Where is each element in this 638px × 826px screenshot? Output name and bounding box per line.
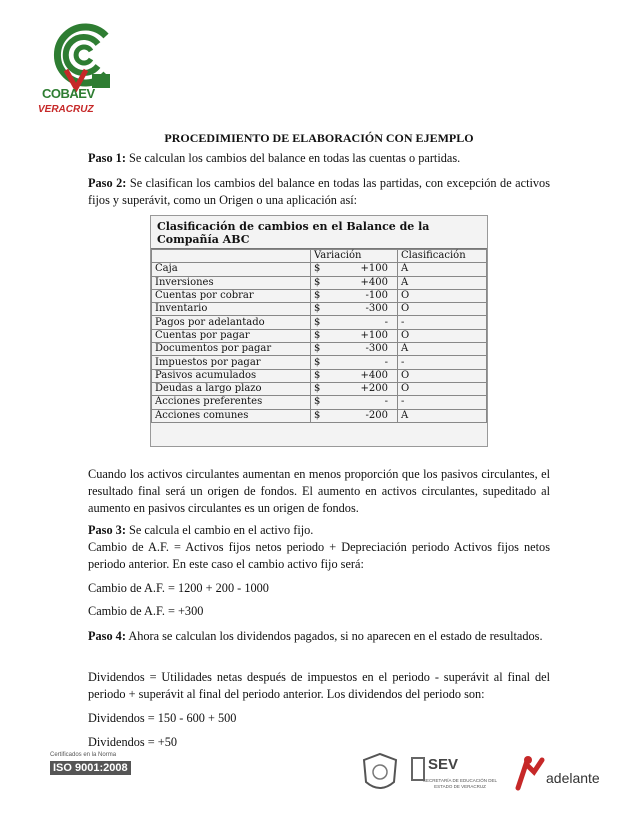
table-row [152,369,487,382]
sev-logo [408,752,498,792]
cell-cuenta: Cuentas por pagar [152,329,311,342]
paso-3 [88,522,550,539]
sev-name: SEV [428,756,459,773]
cell-amount: -300 [365,343,388,355]
cell-amount: +400 [360,369,388,381]
table-row [152,303,487,316]
paso-2-text: Se clasifican los cambios del balance en todas las partidas, con excepción de activos fijos y superávit, como un Origen o una aplicación así: [88,176,550,207]
cell-currency: $ [314,383,321,395]
iso-top-text: Certificados en la Norma [50,752,117,758]
table-row [152,289,487,302]
paso-4-text: Ahora se calculan los dividendos pagados, si no aparecen en el estado de resultados. [125,629,543,643]
cell-currency: $ [314,276,321,288]
paso-3-label: Paso 3: [88,523,126,537]
cell-amount: +400 [360,276,388,288]
cell-clasificacion: A [398,343,487,356]
cell-variacion [311,409,398,422]
paso-1-text: Se calculan los cambios del balance en todas las cuentas o partidas. [125,151,461,165]
page-title: PROCEDIMIENTO DE ELABORACIÓN CON EJEMPLO [164,131,474,145]
cell-cuenta: Pasivos acumulados [152,369,311,382]
cell-currency: $ [314,356,321,368]
adelante-figure-icon [512,754,546,794]
cell-clasificacion: - [398,316,487,329]
sev-sub: SECRETARÍA DE EDUCACIÓN DEL ESTADO DE VERACRUZ [423,778,497,789]
adelante-text: adelante [546,770,600,786]
cell-variacion [311,369,398,382]
para-cuando: Cuando los activos circulantes aumentan en menos proporción que los pasivos circulantes, el resultado final será un origen de fondos. El aumento en activos circulantes, supeditado al aumento en pasivos circulantes es un origen de fondos. [88,467,550,515]
div-calc: Dividendos = 150 - 600 + 500 [88,711,237,725]
paso-2 [88,175,550,209]
col-variacion: Variación [311,250,398,263]
cell-cuenta: Deudas a largo plazo [152,382,311,395]
cell-currency: $ [314,369,321,381]
table-grid [151,249,487,423]
table-row [152,343,487,356]
cell-cuenta: Pagos por adelantado [152,316,311,329]
table-row [152,382,487,395]
cell-cuenta: Impuestos por pagar [152,356,311,369]
cell-cuenta: Inventario [152,303,311,316]
cell-clasificacion: O [398,329,487,342]
cell-clasificacion: A [398,263,487,276]
cell-variacion [311,356,398,369]
paso-1-label: Paso 1: [88,151,126,165]
table-row [152,263,487,276]
cell-cuenta: Acciones preferentes [152,396,311,409]
table-row [152,316,487,329]
iso-main-text: ISO 9001:2008 [50,761,131,775]
paso-1 [88,150,550,167]
cell-amount: -100 [365,290,388,302]
cambio-def: Cambio de A.F. = Activos fijos netos periodo + Depreciación periodo Activos fijos netos periodo anterior. En este caso el cambio activo fijo será: [88,540,550,571]
table-row [152,276,487,289]
cell-currency: $ [314,303,321,315]
cell-clasificacion: O [398,289,487,302]
cell-variacion [311,303,398,316]
cambio-calc: Cambio de A.F. = 1200 + 200 - 1000 [88,581,269,595]
cell-cuenta: Cuentas por cobrar [152,289,311,302]
cell-variacion [311,382,398,395]
cell-currency: $ [314,316,321,328]
cell-variacion [311,289,398,302]
cell-variacion [311,329,398,342]
table-row [152,329,487,342]
clasificacion-table [150,215,488,447]
paso-4 [88,628,550,645]
cell-clasificacion: - [398,356,487,369]
logo-name: COBAEV [42,86,95,101]
logo-sub: VERACRUZ [38,104,94,115]
cell-variacion [311,343,398,356]
cell-currency: $ [314,290,321,302]
cell-clasificacion: A [398,409,487,422]
cell-cuenta: Caja [152,263,311,276]
div-res: Dividendos = +50 [88,735,178,749]
cell-clasificacion: A [398,276,487,289]
div-def: Dividendos = Utilidades netas después de impuestos en el periodo - superávit al final del periodo + superávit al final del periodo anterior. Los dividendos del periodo son: [88,670,550,701]
cell-cuenta: Acciones comunes [152,409,311,422]
veracruz-seal [360,752,400,796]
paso-3-text: Se calcula el cambio en el activo fijo. [125,523,314,537]
table-row [152,396,487,409]
table-row [152,356,487,369]
cell-currency: $ [314,409,321,421]
adelante-logo [512,752,612,796]
paso-4-label: Paso 4: [88,629,126,643]
cell-variacion [311,263,398,276]
cell-variacion [311,316,398,329]
cell-amount: +100 [360,329,388,341]
cell-amount: - [384,316,388,328]
cell-amount: +200 [360,383,388,395]
cell-amount: - [384,356,388,368]
cell-amount: -300 [365,303,388,315]
cell-clasificacion: - [398,396,487,409]
cell-cuenta: Documentos por pagar [152,343,311,356]
cell-amount: -200 [365,409,388,421]
cell-currency: $ [314,263,321,275]
cell-clasificacion: O [398,303,487,316]
cobaev-emblem-icon [36,22,132,92]
cell-currency: $ [314,343,321,355]
cell-variacion [311,276,398,289]
table-row [152,409,487,422]
cell-currency: $ [314,329,321,341]
table-title: Clasificación de cambios en el Balance de la Compañía ABC [151,216,487,249]
cell-amount: - [384,396,388,408]
paso-2-label: Paso 2: [88,176,127,190]
cell-clasificacion: O [398,369,487,382]
cell-variacion [311,396,398,409]
col-clasificacion: Clasificación [398,250,487,263]
cell-currency: $ [314,396,321,408]
table-header-row [152,250,487,263]
cell-cuenta: Inversiones [152,276,311,289]
cell-amount: +100 [360,263,388,275]
coat-of-arms-icon [360,752,400,796]
cell-clasificacion: O [398,382,487,395]
cambio-res: Cambio de A.F. = +300 [88,604,204,618]
iso-badge [50,752,138,782]
